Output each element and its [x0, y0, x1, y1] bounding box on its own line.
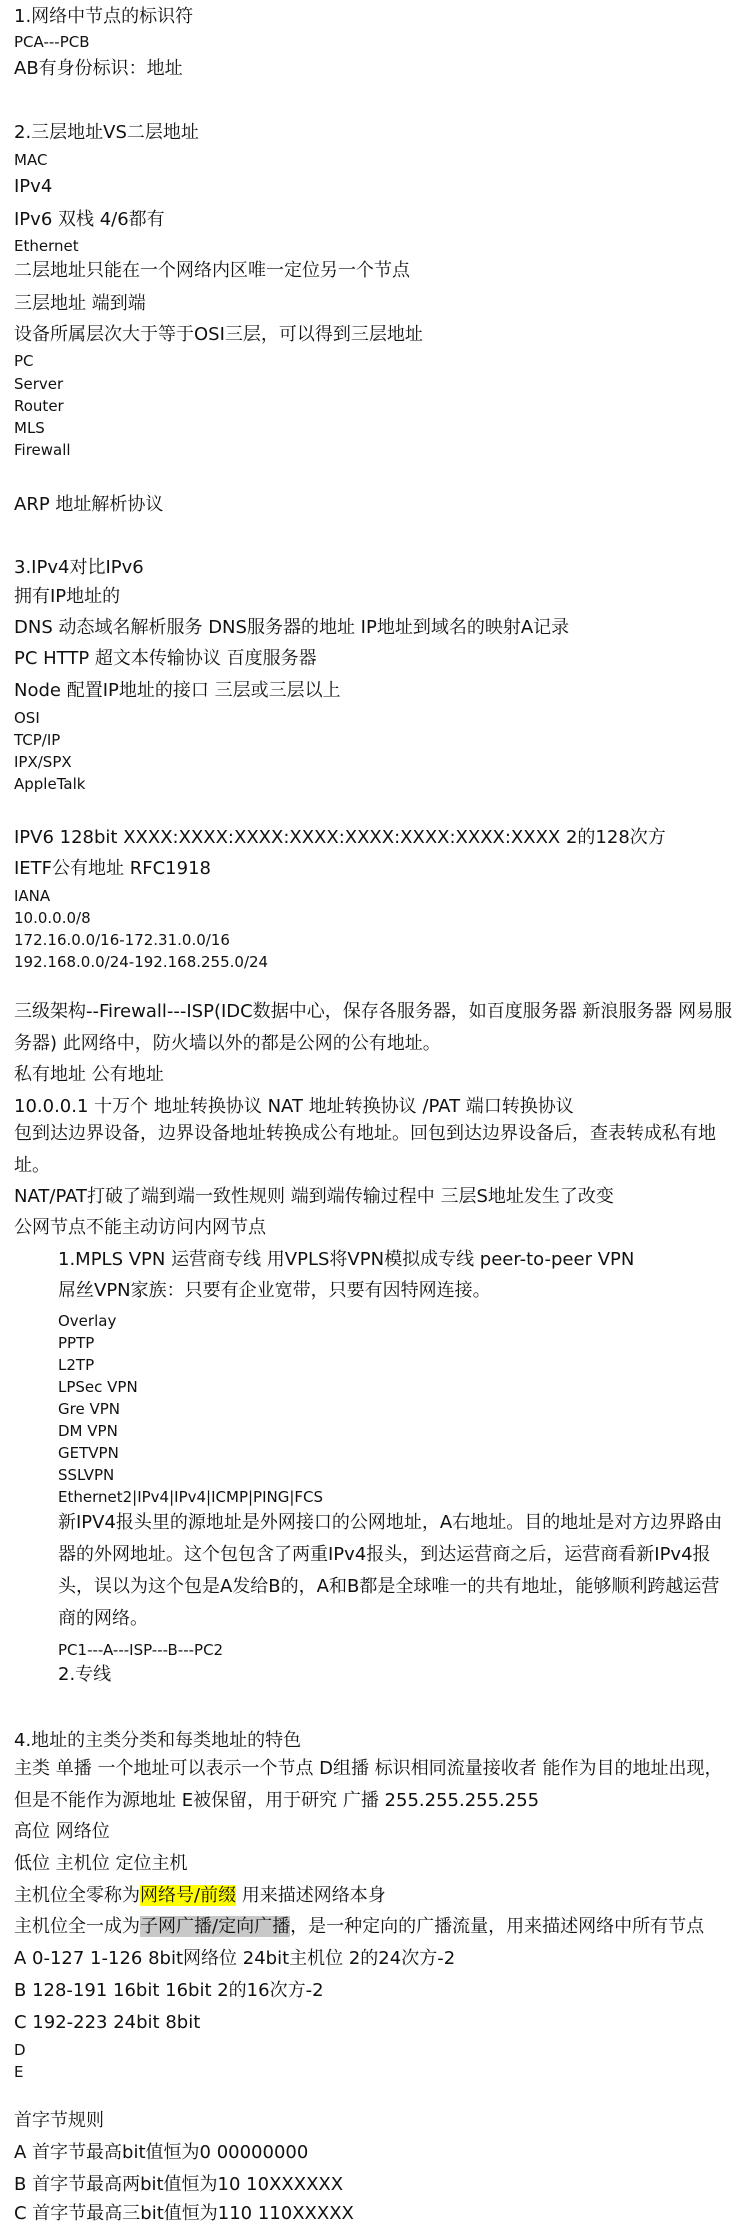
note-line: Ethernet2|IPv4|IPv4|ICMP|PING|FCS — [58, 1488, 324, 1506]
note-paragraph: 新IPV4报头里的源地址是外网接口的公网地址，A右地址。目的地址是对方边界路由器的外网地址。这个包包含了两重IPv4报头，到达运营商之后，运营商看新IPv4报头，误以为这个包是A发给B的，A和B都是全球唯一的共有地址，能够顺利跨越运营商的网络。 — [58, 1512, 723, 1629]
note-line: 设备所属层次大于等于OSI三层，可以得到三层地址 — [14, 324, 423, 345]
highlight-network-prefix: 网络号/前缀 — [140, 1885, 237, 1906]
note-text: ，是一种定向的广播流量，用来描述网络中所有节点 — [290, 1916, 705, 1937]
note-line: 10.0.0.1 十万个 地址转换协议 NAT 地址转换协议 /PAT 端口转换协议 — [14, 1096, 574, 1117]
note-line: PC1---A---ISP---B---PC2 — [58, 1641, 224, 1659]
note-text: 主机位全一成为 — [14, 1916, 140, 1937]
vpn-list-item: L2TP — [58, 1356, 95, 1374]
note-line: ARP 地址解析协议 — [14, 494, 164, 515]
note-line: 屌丝VPN家族：只要有企业宽带，只要有因特网连接。 — [58, 1280, 491, 1301]
section-5-title: 首字节规则 — [14, 2110, 104, 2131]
note-line: PC — [14, 352, 34, 370]
note-line: IPv4 — [14, 176, 53, 197]
note-line: A 0-127 1-126 8bit网络位 24bit主机位 2的24次方-2 — [14, 1948, 456, 1969]
note-line: 低位 主机位 定位主机 — [14, 1853, 188, 1874]
note-line: 172.16.0.0/16-172.31.0.0/16 — [14, 931, 230, 949]
note-line: Node 配置IP地址的接口 三层或三层以上 — [14, 680, 341, 701]
vpn-list-item: GETVPN — [58, 1444, 119, 1462]
note-line: E — [14, 2063, 24, 2081]
vpn-list-item: Gre VPN — [58, 1400, 120, 1418]
section-4-title: 4.地址的主类分类和每类地址的特色 — [14, 1730, 302, 1751]
note-line: MLS — [14, 419, 45, 437]
note-line: NAT/PAT打破了端到端一致性规则 端到端传输过程中 三层S地址发生了改变 — [14, 1186, 614, 1207]
note-line: AB有身份标识：地址 — [14, 58, 183, 79]
note-line: Firewall — [14, 441, 71, 459]
note-line: IETF公有地址 RFC1918 — [14, 858, 211, 879]
note-line: 192.168.0.0/24-192.168.255.0/24 — [14, 953, 269, 971]
note-text: 用来描述网络本身 — [236, 1885, 386, 1906]
note-paragraph: 主类 单播 一个地址可以表示一个节点 D组播 标识相同流量接收者 能作为目的地址出现，但是不能作为源地址 E被保留，用于研究 广播 255.255.255.255 — [14, 1758, 723, 1811]
note-line: PCA---PCB — [14, 33, 90, 51]
vpn-list-item: DM VPN — [58, 1422, 118, 1440]
vpn-list-item: SSLVPN — [58, 1466, 115, 1484]
note-line: 拥有IP地址的 — [14, 586, 121, 607]
note-line: IPX/SPX — [14, 753, 72, 771]
vpn-list-item: PPTP — [58, 1334, 95, 1352]
note-line: A 首字节最高bit值恒为0 00000000 — [14, 2142, 309, 2163]
note-line: IPv6 双栈 4/6都有 — [14, 209, 165, 230]
note-line: 公网节点不能主动访问内网节点 — [14, 1217, 266, 1238]
note-line — [14, 1881, 734, 1910]
highlight-directed-broadcast: 子网广播/定向广播 — [140, 1916, 291, 1937]
note-text: 主机位全零称为 — [14, 1885, 140, 1906]
note-line: IANA — [14, 887, 51, 905]
note-line: Router — [14, 397, 64, 415]
note-line: MAC — [14, 151, 48, 169]
note-line: TCP/IP — [14, 731, 61, 749]
note-line: Ethernet — [14, 237, 79, 255]
note-line: D — [14, 2041, 26, 2059]
note-line: 三层地址 端到端 — [14, 293, 146, 314]
section-3-title: 3.IPv4对比IPv6 — [14, 557, 144, 578]
note-line: B 首字节最高两bit值恒为10 10XXXXXX — [14, 2174, 344, 2195]
note-line: 高位 网络位 — [14, 1821, 110, 1842]
note-line: 二层地址只能在一个网络内区唯一定位另一个节点 — [14, 260, 410, 281]
note-line: OSI — [14, 709, 40, 727]
note-paragraph: 三级架构--Firewall---ISP(IDC数据中心，保存各服务器，如百度服务器 新浪服务器 网易服务器) 此网络中，防火墙以外的都是公网的公有地址。 — [14, 1001, 733, 1054]
note-line: 2.专线 — [58, 1664, 112, 1685]
note-line: 私有地址 公有地址 — [14, 1064, 164, 1085]
note-line — [14, 1912, 734, 1941]
section-1-title: 1.网络中节点的标识符 — [14, 6, 194, 27]
note-line: IPV6 128bit XXXX:XXXX:XXXX:XXXX:XXXX:XXXX:XXXX:XXXX 2的128次方 — [14, 827, 666, 848]
note-line: Server — [14, 375, 64, 393]
note-line: 10.0.0.0/8 — [14, 909, 91, 927]
section-2-title: 2.三层地址VS二层地址 — [14, 122, 199, 143]
note-line: DNS 动态域名解析服务 DNS服务器的地址 IP地址到域名的映射A记录 — [14, 617, 570, 638]
note-line: 1.MPLS VPN 运营商专线 用VPLS将VPN模拟成专线 peer-to-peer VPN — [58, 1249, 635, 1270]
vpn-list-item: LPSec VPN — [58, 1378, 138, 1396]
note-line: PC HTTP 超文本传输协议 百度服务器 — [14, 648, 317, 669]
note-line: C 192-223 24bit 8bit — [14, 2012, 201, 2033]
note-line: B 128-191 16bit 16bit 2的16次方-2 — [14, 1980, 324, 2001]
note-line: AppleTalk — [14, 775, 86, 793]
note-paragraph: 包到达边界设备，边界设备地址转换成公有地址。回包到达边界设备后，查表转成私有地址。 — [14, 1123, 716, 1176]
vpn-list-item: Overlay — [58, 1312, 117, 1330]
note-line: C 首字节最高三bit值恒为110 110XXXXX — [14, 2203, 354, 2224]
